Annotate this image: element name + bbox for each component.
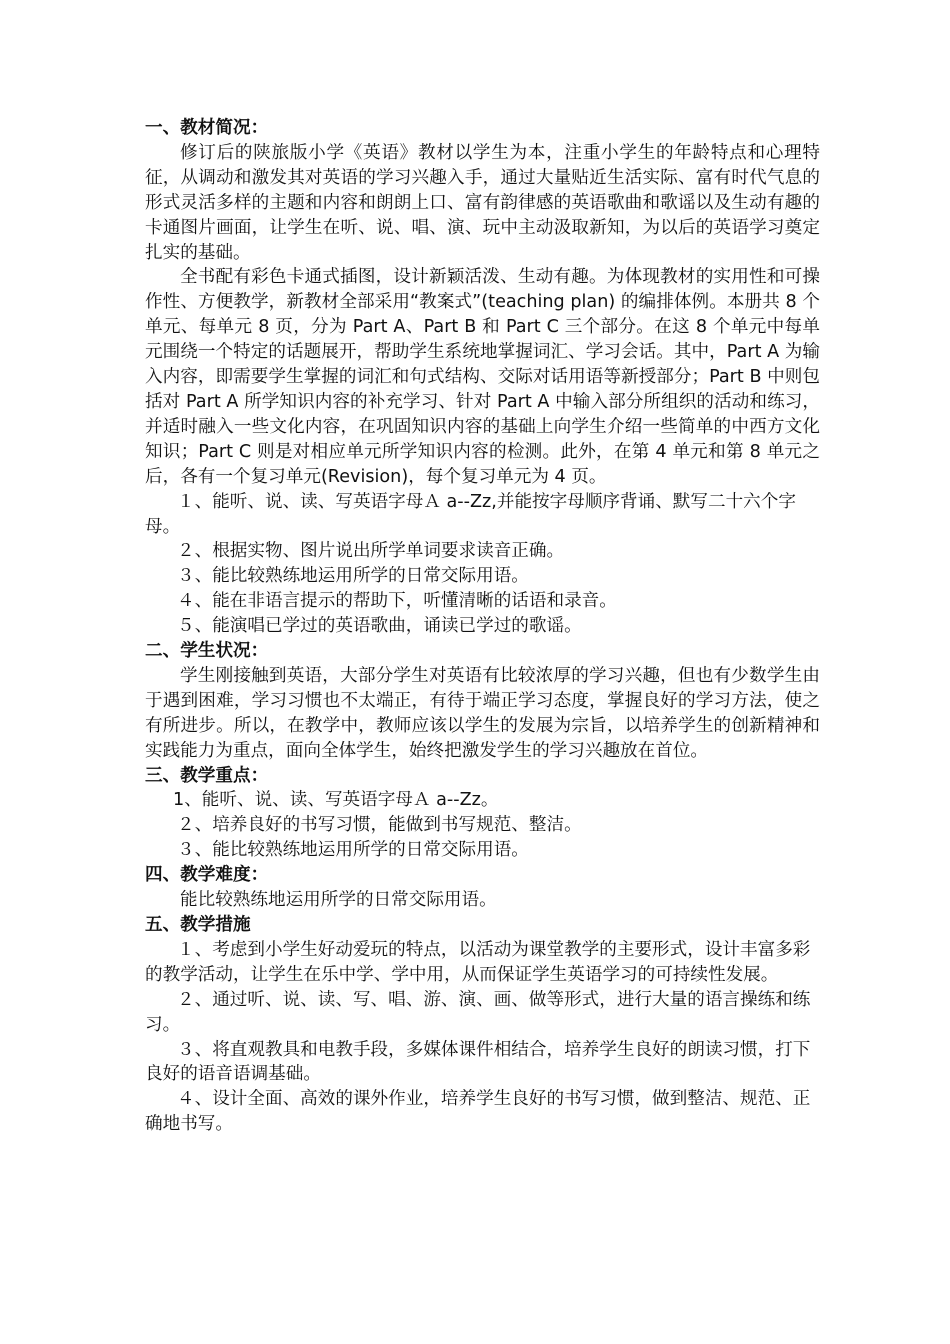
goal-item-2: ２、根据实物、图片说出所学单词要求读音正确。 bbox=[177, 541, 565, 562]
difficulty-paragraph: 能比较熟练地运用所学的日常交际用语。 bbox=[180, 890, 497, 911]
measure-item-2: ２、通过听、说、读、写、唱、游、演、画、做等形式，进行大量的语言操练和练习。 bbox=[145, 989, 811, 1035]
section-heading-difficulty: 四、教学难度： bbox=[145, 865, 269, 886]
measure-item-4: ４、设计全面、高效的课外作业，培养学生良好的书写习惯，做到整洁、规范、正确地书写。 bbox=[145, 1089, 811, 1135]
textbook-paragraph-2: 全书配有彩色卡通式插图，设计新颖活泼、生动有趣。为体现教材的实用性和可操作性、方便教学，新教材全部采用“教案式”(teaching plan) 的编排体例。本册共 8 个单元、每单元 8 页，分为 Part A、Part B 和 Part C 三个部分。在这 8 个单元中每单元围绕一个特定的话题展开，帮助学生系统地掌握词汇、学习会话。其中，Part A 为输入内容，即需要学生掌握的词汇和句式结构、交际对话用语等新授部分；Part B 中则包括对 Part A 所学知识内容的补充学习、针对 Part A 中输入部分所组织的活动和练习，并适时融入一些文化内容，在巩固知识内容的基础上向学生介绍一些简单的中西方文化知识；Part C 则是对相应单元所学知识内容的检测。此外，在第 4 单元和第 8 单元之后，各有一个复习单元(Revision)，每个复习单元为 4 页。 bbox=[145, 267, 820, 487]
section-heading-focus: 三、教学重点： bbox=[145, 765, 269, 786]
students-paragraph: 学生刚接触到英语，大部分学生对英语有比较浓厚的学习兴趣，但也有少数学生由于遇到困难，学习习惯也不太端正，有待于端正学习态度，掌握良好的学习方法，使之有所进步。所以，在教学中，教师应该以学生的发展为宗旨，以培养学生的创新精神和实践能力为重点，面向全体学生，始终把激发学生的学习兴趣放在首位。 bbox=[145, 665, 820, 761]
section-heading-students: 二、学生状况： bbox=[145, 641, 269, 662]
goal-item-3: ３、能比较熟练地运用所学的日常交际用语。 bbox=[177, 566, 529, 587]
document-page bbox=[145, 116, 820, 1137]
section-heading-measures: 五、教学措施 bbox=[145, 915, 251, 935]
section-heading-textbook: 一、教材简况： bbox=[145, 118, 269, 138]
measure-item-3: ３、将直观教具和电教手段，多媒体课件相结合，培养学生良好的朗读习惯，打下良好的语音语调基础。 bbox=[145, 1039, 811, 1085]
textbook-paragraph-1: 修订后的陕旅版小学《英语》教材以学生为本，注重小学生的年龄特点和心理特征，从调动和激发其对英语的学习兴趣入手，通过大量贴近生活实际、富有时代气息的形式灵活多样的主题和内容和朗朗上口、富有韵律感的英语歌曲和歌谣以及生动有趣的卡通图片画面，让学生在听、说、唱、演、玩中主动汲取新知，为以后的英语学习奠定扎实的基础。 bbox=[145, 142, 820, 263]
measure-item-1: １、考虑到小学生好动爱玩的特点，以活动为课堂教学的主要形式，设计丰富多彩的教学活动，让学生在乐中学、学中用，从而保证学生英语学习的可持续性发展。 bbox=[145, 939, 811, 985]
focus-item-2: ２、培养良好的书写习惯，能做到书写规范、整洁。 bbox=[177, 815, 582, 836]
goal-item-1: １、能听、说、读、写英语字母Ａ a--Zz,并能按字母顺序背诵、默写二十六个字母。 bbox=[145, 491, 796, 537]
goal-item-5: ５、能演唱已学过的英语歌曲，诵读已学过的歌谣。 bbox=[177, 616, 582, 637]
focus-item-1: 1、能听、说、读、写英语字母Ａ a--Zz。 bbox=[173, 790, 499, 811]
goal-item-4: ４、能在非语言提示的帮助下，听懂清晰的话语和录音。 bbox=[177, 591, 617, 612]
focus-item-3: ３、能比较熟练地运用所学的日常交际用语。 bbox=[177, 840, 529, 861]
